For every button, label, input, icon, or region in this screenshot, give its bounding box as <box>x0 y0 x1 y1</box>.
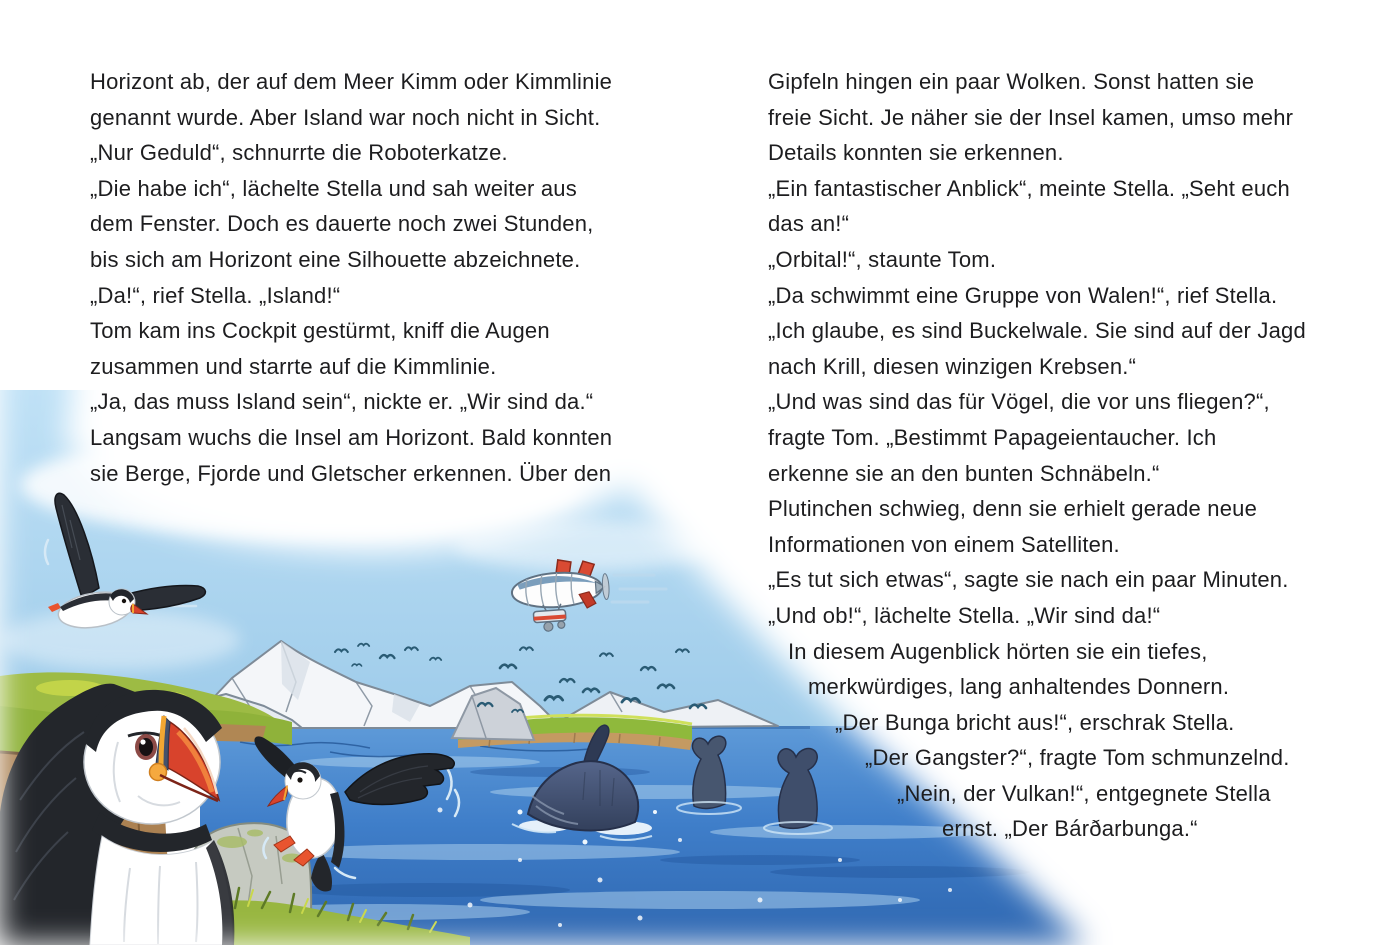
text-line: „Da schwimmt eine Gruppe von Walen!“, rief Stella. <box>768 282 1278 308</box>
left-text-column <box>90 64 676 491</box>
text-line: ernst. „Der Bárðarbunga.“ <box>942 816 1198 842</box>
text-line: „Ein fantastischer Anblick“, meinte Stella. „Seht euch <box>768 175 1290 201</box>
text-line: Informationen von einem Satelliten. <box>768 531 1120 557</box>
text-line: genannt wurde. Aber Island war noch nicht in Sicht. <box>90 104 601 130</box>
text-line: Tom kam ins Cockpit gestürmt, kniff die Augen <box>90 318 550 344</box>
text-line: „Es tut sich etwas“, sagte sie nach ein paar Minuten. <box>768 567 1289 593</box>
text-line: Langsam wuchs die Insel am Horizont. Bald konnten <box>90 424 613 450</box>
text-line: „Und was sind das für Vögel, die vor uns fliegen?“, <box>768 389 1270 415</box>
text-line: Gipfeln hingen ein paar Wolken. Sonst hatten sie <box>768 69 1255 94</box>
text-line: „Ja, das muss Island sein“, nickte er. „Wir sind da.“ <box>90 389 594 415</box>
text-line: erkenne sie an den bunten Schnäbeln.“ <box>768 460 1160 486</box>
text-line: „Orbital!“, staunte Tom. <box>768 246 997 272</box>
text-line: sie Berge, Fjorde und Gletscher erkennen. Über den <box>90 460 612 486</box>
text-line: fragte Tom. „Bestimmt Papageientaucher. Ich <box>768 424 1217 450</box>
text-line: Details konnten sie erkennen. <box>768 140 1064 166</box>
text-line: „Nur Geduld“, schnurrte die Roboterkatze. <box>90 140 508 166</box>
text-line: „Ich glaube, es sind Buckelwale. Sie sind auf der Jagd <box>768 318 1306 344</box>
text-line: Horizont ab, der auf dem Meer Kimm oder Kimmlinie <box>90 69 613 94</box>
text-line: dem Fenster. Doch es dauerte noch zwei Stunden, <box>90 211 594 237</box>
text-line: „Und ob!“, lächelte Stella. „Wir sind da!“ <box>768 602 1161 628</box>
right-text-column <box>768 64 1368 847</box>
text-line: Plutinchen schwieg, denn sie erhielt gerade neue <box>768 496 1258 522</box>
text-line: das an!“ <box>768 211 850 237</box>
text-line: „Der Gangster?“, fragte Tom schmunzelnd. <box>865 745 1290 771</box>
text-line: „Da!“, rief Stella. „Island!“ <box>90 282 341 308</box>
text-line: zusammen und starrte auf die Kimmlinie. <box>90 353 497 379</box>
text-line: In diesem Augenblick hörten sie ein tiefes, <box>788 638 1208 664</box>
text-line: „Nein, der Vulkan!“, entgegnete Stella <box>897 780 1271 806</box>
text-line: nach Krill, diesen winzigen Krebsen.“ <box>768 353 1137 379</box>
text-line: merkwürdiges, lang anhaltendes Donnern. <box>808 674 1230 700</box>
text-line: „Der Bunga bricht aus!“, erschrak Stella. <box>835 709 1235 735</box>
text-line: freie Sicht. Je näher sie der Insel kamen, umso mehr <box>768 104 1294 130</box>
text-line: „Die habe ich“, lächelte Stella und sah weiter aus <box>90 175 577 201</box>
text-line: bis sich am Horizont eine Silhouette abzeichnete. <box>90 246 581 272</box>
